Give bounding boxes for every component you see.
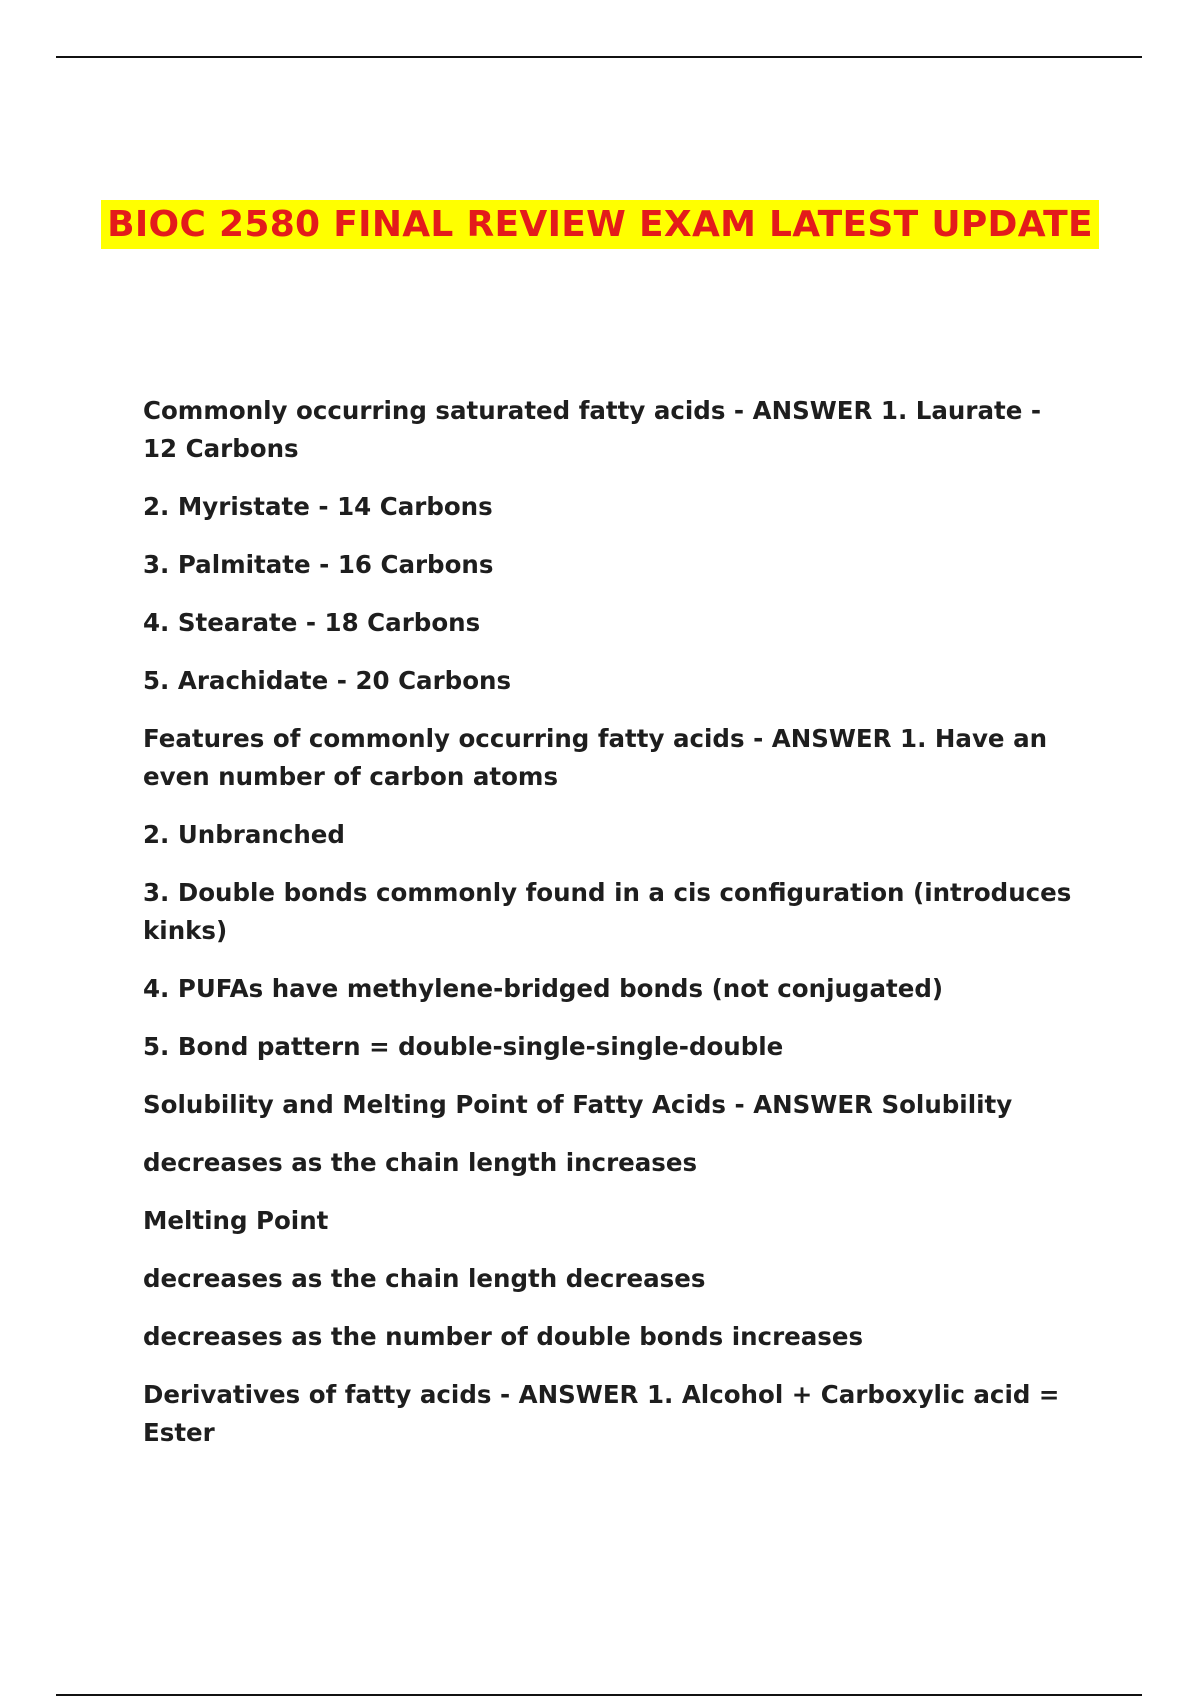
paragraph: Melting Point xyxy=(143,1206,329,1235)
paragraph: 4. Stearate - 18 Carbons xyxy=(143,608,481,637)
document-title-text: BIOC 2580 FINAL REVIEW EXAM LATEST UPDATE xyxy=(101,200,1099,249)
paragraph: Features of commonly occurring fatty acids - ANSWER 1. Have an even number of carbon atoms xyxy=(143,724,1048,791)
paragraph: 5. Bond pattern = double-single-single-double xyxy=(143,1032,784,1061)
paragraph: 3. Palmitate - 16 Carbons xyxy=(143,550,494,579)
paragraph: decreases as the chain length increases xyxy=(143,1148,698,1177)
document-body xyxy=(143,392,1083,1472)
paragraph: decreases as the number of double bonds increases xyxy=(143,1322,864,1351)
paragraph: decreases as the chain length decreases xyxy=(143,1264,706,1293)
paragraph: 4. PUFAs have methylene-bridged bonds (not conjugated) xyxy=(143,974,944,1003)
bottom-rule xyxy=(56,1694,1142,1696)
paragraph: Derivatives of fatty acids - ANSWER 1. Alcohol + Carboxylic acid = Ester xyxy=(143,1380,1060,1447)
paragraph: 5. Arachidate - 20 Carbons xyxy=(143,666,512,695)
top-rule xyxy=(56,56,1142,58)
document-title xyxy=(0,196,1200,254)
paragraph: Commonly occurring saturated fatty acids - ANSWER 1. Laurate - 12 Carbons xyxy=(143,396,1042,463)
paragraph: Solubility and Melting Point of Fatty Acids - ANSWER Solubility xyxy=(143,1090,1013,1119)
paragraph: 2. Unbranched xyxy=(143,820,345,849)
paragraph: 2. Myristate - 14 Carbons xyxy=(143,492,493,521)
paragraph: 3. Double bonds commonly found in a cis configuration (introduces kinks) xyxy=(143,878,1072,945)
